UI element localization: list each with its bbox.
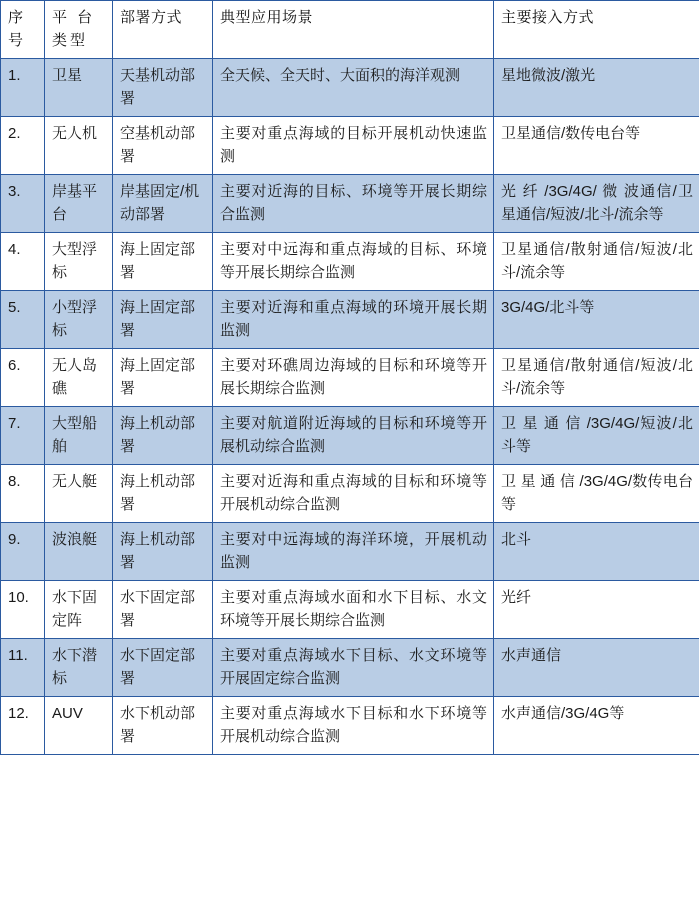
table-row	[1, 349, 699, 407]
table-row	[1, 407, 699, 465]
cell-deployment: 空基机动部署	[113, 117, 213, 175]
cell-deployment: 海上固定部署	[113, 291, 213, 349]
cell-index: 11.	[1, 639, 45, 697]
cell-scenario: 全天候、全天时、大面积的海洋观测	[213, 59, 494, 117]
cell-platform-type: 无人岛礁	[45, 349, 113, 407]
column-header-index: 序 号	[1, 1, 45, 59]
cell-index: 1.	[1, 59, 45, 117]
cell-platform-type: 无人机	[45, 117, 113, 175]
cell-deployment: 海上固定部署	[113, 349, 213, 407]
cell-platform-type: 水下潜标	[45, 639, 113, 697]
cell-access: 水声通信	[494, 639, 699, 697]
cell-index: 9.	[1, 523, 45, 581]
cell-index: 5.	[1, 291, 45, 349]
cell-index: 8.	[1, 465, 45, 523]
cell-deployment: 水下机动部署	[113, 697, 213, 755]
table-row	[1, 233, 699, 291]
table-row	[1, 117, 699, 175]
cell-access: 3G/4G/北斗等	[494, 291, 699, 349]
table-row	[1, 697, 699, 755]
column-header-access: 主要接入方式	[494, 1, 699, 59]
table-row	[1, 175, 699, 233]
cell-index: 10.	[1, 581, 45, 639]
cell-scenario: 主要对重点海域的目标开展机动快速监测	[213, 117, 494, 175]
cell-deployment: 岸基固定/机动部署	[113, 175, 213, 233]
cell-index: 7.	[1, 407, 45, 465]
cell-scenario: 主要对近海和重点海域的目标和环境等开展机动综合监测	[213, 465, 494, 523]
cell-scenario: 主要对中远海域的海洋环境，开展机动监测	[213, 523, 494, 581]
cell-access: 卫星通信/数传电台等	[494, 117, 699, 175]
cell-deployment: 水下固定部署	[113, 639, 213, 697]
table-row	[1, 465, 699, 523]
cell-index: 12.	[1, 697, 45, 755]
cell-deployment: 天基机动部署	[113, 59, 213, 117]
cell-platform-type: 无人艇	[45, 465, 113, 523]
table-header-row	[1, 1, 699, 59]
cell-index: 3.	[1, 175, 45, 233]
cell-deployment: 海上机动部署	[113, 523, 213, 581]
cell-scenario: 主要对重点海域水下目标和水下环境等开展机动综合监测	[213, 697, 494, 755]
cell-platform-type: 波浪艇	[45, 523, 113, 581]
column-header-platform-type: 平 台 类型	[45, 1, 113, 59]
cell-platform-type: 卫星	[45, 59, 113, 117]
cell-access: 北斗	[494, 523, 699, 581]
cell-index: 2.	[1, 117, 45, 175]
cell-scenario: 主要对重点海域水下目标、水文环境等开展固定综合监测	[213, 639, 494, 697]
cell-access: 水声通信/3G/4G等	[494, 697, 699, 755]
cell-deployment: 水下固定部署	[113, 581, 213, 639]
cell-platform-type: 大型船舶	[45, 407, 113, 465]
cell-scenario: 主要对近海和重点海域的环境开展长期监测	[213, 291, 494, 349]
cell-access: 星地微波/激光	[494, 59, 699, 117]
cell-access: 光 纤 /3G/4G/ 微 波通信/卫星通信/短波/北斗/流余等	[494, 175, 699, 233]
column-header-scenario: 典型应用场景	[213, 1, 494, 59]
table-row	[1, 523, 699, 581]
cell-index: 4.	[1, 233, 45, 291]
table-row	[1, 291, 699, 349]
column-header-deployment: 部署方式	[113, 1, 213, 59]
table-row	[1, 59, 699, 117]
table-row	[1, 581, 699, 639]
cell-platform-type: AUV	[45, 697, 113, 755]
cell-access: 卫 星 通 信 /3G/4G/短波/北斗等	[494, 407, 699, 465]
cell-scenario: 主要对环礁周边海域的目标和环境等开展长期综合监测	[213, 349, 494, 407]
cell-scenario: 主要对近海的目标、环境等开展长期综合监测	[213, 175, 494, 233]
cell-access: 卫星通信/散射通信/短波/北斗/流余等	[494, 349, 699, 407]
cell-scenario: 主要对中远海和重点海域的目标、环境等开展长期综合监测	[213, 233, 494, 291]
cell-scenario: 主要对重点海域水面和水下目标、水文环境等开展长期综合监测	[213, 581, 494, 639]
table-body	[1, 59, 699, 755]
cell-index: 6.	[1, 349, 45, 407]
cell-platform-type: 水下固定阵	[45, 581, 113, 639]
cell-deployment: 海上固定部署	[113, 233, 213, 291]
cell-platform-type: 岸基平台	[45, 175, 113, 233]
table-header	[1, 1, 699, 59]
cell-access: 卫 星 通 信 /3G/4G/数传电台等	[494, 465, 699, 523]
cell-access: 卫星通信/散射通信/短波/北斗/流余等	[494, 233, 699, 291]
cell-platform-type: 大型浮标	[45, 233, 113, 291]
cell-deployment: 海上机动部署	[113, 407, 213, 465]
table-row	[1, 639, 699, 697]
cell-scenario: 主要对航道附近海域的目标和环境等开展机动综合监测	[213, 407, 494, 465]
cell-deployment: 海上机动部署	[113, 465, 213, 523]
cell-platform-type: 小型浮标	[45, 291, 113, 349]
cell-access: 光纤	[494, 581, 699, 639]
